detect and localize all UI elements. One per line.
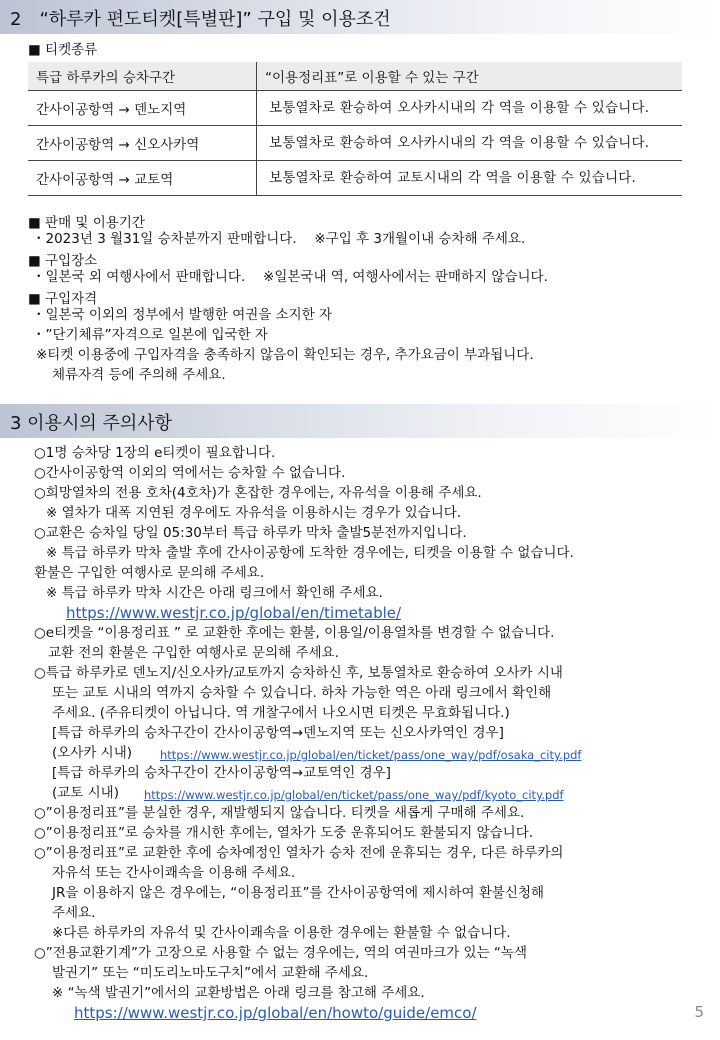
note-item: ○1명 승차당 1장의 e티켓이 필요합니다. — [34, 445, 276, 461]
note-subitem: 환불은 구입한 여행사로 문의해 주세요. — [34, 565, 265, 581]
table-row — [28, 91, 682, 126]
note-subitem: 교환 전의 환불은 구입한 여행사로 문의해 주세요. — [48, 645, 339, 661]
sales-period-text: ・2023년 3 월31일 승차분까지 판매합니다. ※구입 후 3개월이내 승차해 주세요. — [32, 231, 526, 247]
emco-guide-link[interactable]: https://www.westjr.co.jp/global/en/howto/guide/emco/ — [74, 1004, 477, 1022]
note-item: ○특급 하루카로 덴노지/신오사카/교토까지 승차하신 후, 보통열차로 환승하여 오사카 시내 — [34, 665, 563, 681]
note-continuation: 또는 교토 시내의 역까지 승차할 수 있습니다. 하차 가능한 역은 아래 링크에서 확인해 — [52, 685, 552, 701]
note-continuation: 발권기” 또는 “미도리노마도구치”에서 교환해 주세요. — [52, 965, 369, 981]
note-subitem: [특급 하루카의 승차구간이 간사이공항역→덴노지역 또는 신오사카역인 경우] — [52, 725, 504, 741]
note-subitem: ※다른 하루카의 자유석 및 간사이쾌속을 이용한 경우에는 환불할 수 없습니다. — [52, 925, 511, 941]
osaka-city-link[interactable]: https://www.westjr.co.jp/global/en/ticket/pass/one_way/pdf/osaka_city.pdf — [160, 748, 582, 762]
eligibility-line: ・”단기체류”자격으로 일본에 입국한 자 — [32, 327, 268, 343]
note-item: ○교환은 승차일 당일 05:30부터 특급 하루카 막차 출발5분전까지입니다. — [34, 525, 467, 541]
table-cell-route: 간사이공항역 → 덴노지역 — [28, 91, 257, 126]
note-item: ○e티켓을 “이용정리표 ” 로 교환한 후에는 환불, 이용일/이용열차를 변경할 수 없습니다. — [34, 625, 555, 641]
section-2-title: 2 “하루카 편도티켓[특별판]” 구입 및 이용조건 — [10, 9, 391, 30]
section-3-title: 3 이용시의 주의사항 — [10, 413, 172, 434]
note-continuation: 주세요. — [52, 905, 96, 921]
osaka-city-label: (오사카 시내) — [52, 745, 133, 761]
kyoto-city-label: (교토 시내) — [52, 785, 119, 801]
purchase-place-heading: ■ 구입장소 — [28, 253, 98, 269]
note-item: ○”이용정리표”를 분실한 경우, 재발행되지 않습니다. 티켓을 새롭게 구매해 주세요. — [34, 805, 525, 821]
section-2-header — [0, 0, 720, 34]
eligibility-line: ・일본국 이외의 정부에서 발행한 여권을 소지한 자 — [32, 307, 333, 323]
note-subitem: ※ 특급 하루카 막차 시간은 아래 링크에서 확인해 주세요. — [46, 585, 383, 601]
note-continuation: JR을 이용하지 않은 경우에는, “이용정리표”를 간사이공항역에 제시하여 환불신청해 — [52, 885, 545, 901]
table-cell-route: 간사이공항역 → 교토역 — [28, 161, 257, 196]
section-3-header — [0, 404, 720, 438]
table-cell-route: 간사이공항역 → 신오사카역 — [28, 126, 257, 161]
table-row — [28, 161, 682, 196]
ticket-types-table — [28, 62, 682, 196]
table-header-row — [28, 62, 682, 91]
table-cell-area: 보통열차로 환승하여 오사카시내의 각 역을 이용할 수 있습니다. — [257, 91, 683, 126]
page-number: 5 — [694, 1003, 704, 1021]
note-item: ○희망열차의 전용 호차(4호차)가 혼잡한 경우에는, 자유석을 이용해 주세요. — [34, 485, 482, 501]
table-cell-area: 보통열차로 환승하여 교토시내의 각 역을 이용할 수 있습니다. — [257, 161, 683, 196]
table-cell-area: 보통열차로 환승하여 오사카시내의 각 역을 이용할 수 있습니다. — [257, 126, 683, 161]
note-subitem: ※ 열차가 대폭 지연된 경우에도 자유석을 이용하시는 경우가 있습니다. — [46, 505, 462, 521]
note-subitem: ※ “녹색 발권기”에서의 교환방법은 아래 링크를 참고해 주세요. — [52, 985, 425, 1001]
table-header-area: “이용정리표”로 이용할 수 있는 구간 — [257, 62, 683, 91]
note-item: ○”이용정리표”로 교환한 후에 승차예정인 열차가 승차 전에 운휴되는 경우, 다른 하루카의 — [34, 845, 564, 861]
note-subitem: [특급 하루카의 승차구간이 간사이공항역→교토역인 경우] — [52, 765, 391, 781]
eligibility-note: ※티켓 이용중에 구입자격을 충족하지 않음이 확인되는 경우, 추가요금이 부과됩니다. — [36, 347, 534, 363]
eligibility-heading: ■ 구입자격 — [28, 291, 98, 307]
table-row — [28, 126, 682, 161]
note-continuation: 자유석 또는 간사이쾌속을 이용해 주세요. — [52, 865, 296, 881]
note-item: ○간사이공항역 이외의 역에서는 승차할 수 없습니다. — [34, 465, 346, 481]
note-continuation: 주세요. (주유티켓이 아닙니다. 역 개찰구에서 나오시면 티켓은 무효화됩니다.) — [52, 705, 510, 721]
note-item: ○”전용교환기계”가 고장으로 사용할 수 없는 경우에는, 역의 여권마크가 있는 “녹색 — [34, 945, 527, 961]
note-subitem: ※ 특급 하루카 막차 출발 후에 간사이공항에 도착한 경우에는, 티켓을 이용할 수 없습니다. — [46, 545, 574, 561]
timetable-link[interactable]: https://www.westjr.co.jp/global/en/timetable/ — [66, 604, 402, 622]
note-item: ○”이용정리표”로 승차를 개시한 후에는, 열차가 도중 운휴되어도 환불되지 않습니다. — [34, 825, 534, 841]
eligibility-note: 체류자격 등에 주의해 주세요. — [52, 367, 226, 383]
kyoto-city-link[interactable]: https://www.westjr.co.jp/global/en/ticket/pass/one_way/pdf/kyoto_city.pdf — [144, 788, 564, 802]
purchase-place-text: ・일본국 외 여행사에서 판매합니다. ※일본국내 역, 여행사에서는 판매하지 않습니다. — [32, 269, 548, 285]
sales-period-heading: ■ 판매 및 이용기간 — [28, 215, 145, 231]
ticket-types-heading: ■ 티켓종류 — [28, 42, 98, 58]
table-header-route: 특급 하루카의 승차구간 — [28, 62, 257, 91]
